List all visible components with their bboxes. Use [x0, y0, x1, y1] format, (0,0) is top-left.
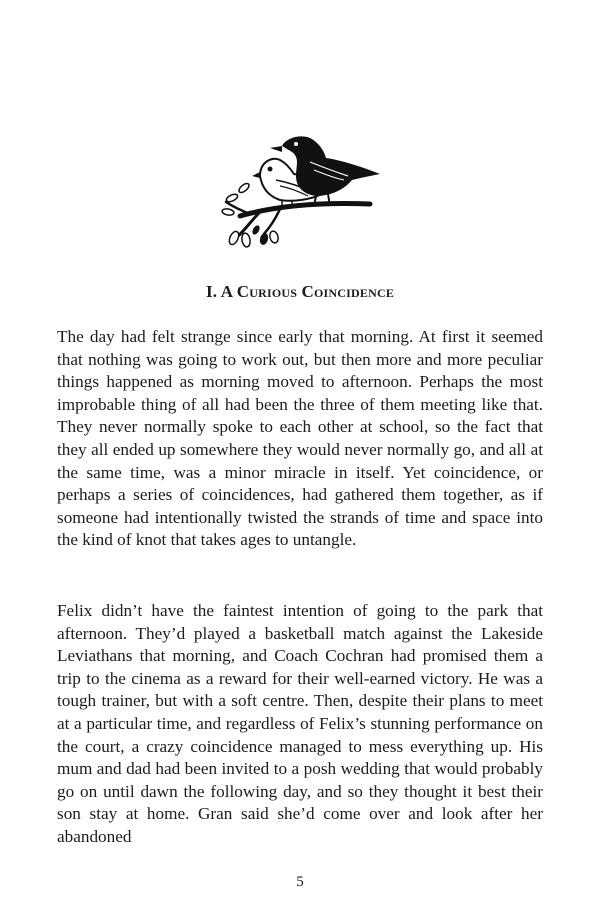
birds-on-branch-icon: [220, 132, 395, 252]
paragraph: Felix didn’t have the faintest intention of going to the park that afternoon. They’d played a basketball match against the Lakeside Leviathans that morning, and Coach Cochran had promised them a trip to the cinema as a reward for their well-earned victory. He was a tough trainer, but with a soft centre. Then, despite their plans to meet at a particular time, and regardless of Felix’s stunning performance on the court, a crazy coincidence managed to mess everything up. His mum and dad had been invited to a posh wedding that would probably go on until dawn the following day, and so they thought it best their son stay at home. Gran said she’d come over and look after her abandoned: [57, 601, 543, 846]
page-number: 5: [296, 874, 304, 890]
chapter-heading: I. A Curious Coincidence: [205, 282, 395, 301]
paragraph: The day had felt strange since early that morning. At first it seemed that nothing was going to work out, but then more and more peculiar things happened as morning moved to afternoon. Perhaps the most improbable thing of all had been the three of them meeting like that. They never normally spoke to each other at school, so the fact that they all ended up somewhere they would never normally go, and all at the same time, was a minor miracle in itself. Yet coincidence, or perhaps a series of coincidences, had gathered them together, as if someone had intentionally twisted the strands of time and space into the kind of knot that takes ages to untangle.: [57, 327, 543, 550]
